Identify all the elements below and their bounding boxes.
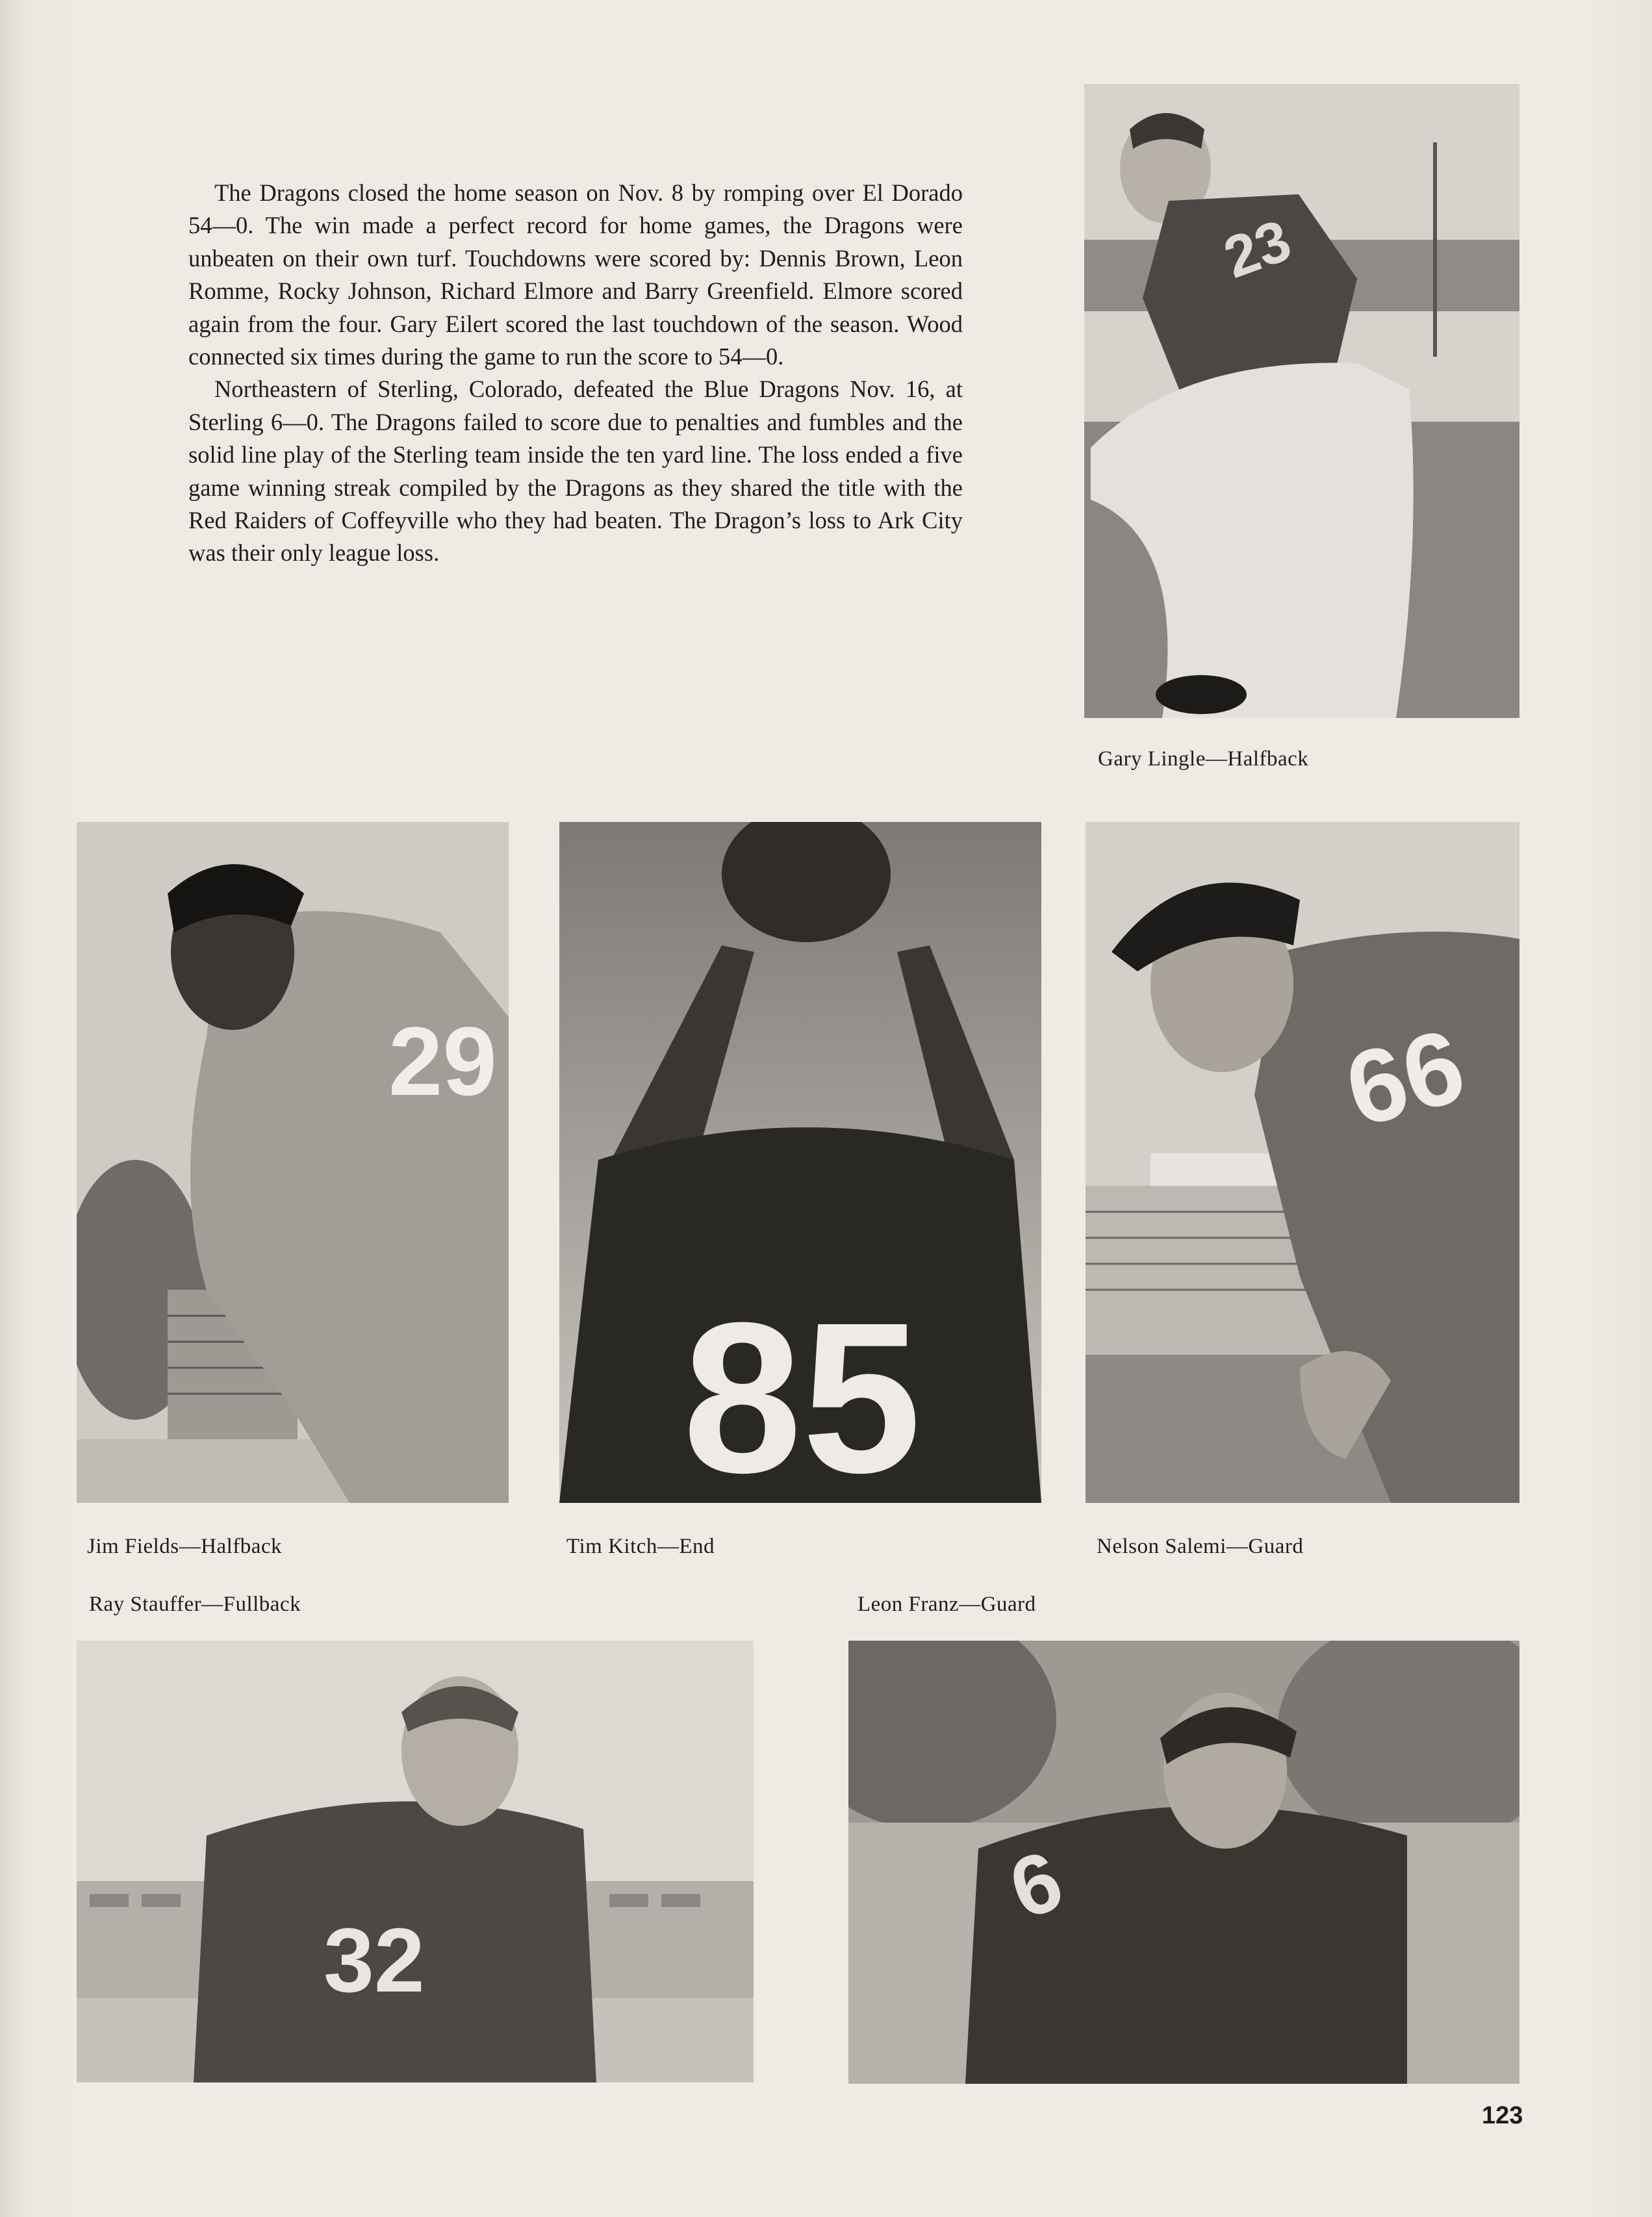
caption-jim-fields: Jim Fields—Halfback	[87, 1535, 283, 1558]
photo-tim-kitch	[559, 822, 1041, 1503]
photo-nelson-salemi	[1086, 822, 1519, 1503]
story-paragraph-2: Northeastern of Sterling, Colorado, defeated the Blue Dragons Nov. 16, at Sterling 6—0. The Dragons failed to score due to penalties and fumbles and the solid line play of the Sterling team inside the ten yard line. The loss ended a five game winning streak compiled by the Dragons as they shared the title with the Red Raiders of Coffeyville who they had beaten. The Dragon’s loss to Ark City was their only league loss.	[188, 376, 963, 567]
story-paragraph-1: The Dragons closed the home season on Nov. 8 by romping over El Dorado 54—0. The win made a perfect record for home games, the Dragons were unbeaten on their own turf. Touchdowns were scored by: Dennis Brown, Leon Romme, Rocky Johnson, Richard Elmore and Barry Greenfield. Elmore scored again from the four. Gary Eilert scored the last touchdown of the season. Wood connected six times during the game to run the score to 54—0.	[188, 179, 963, 370]
photo-ray-stauffer	[77, 1641, 754, 2082]
caption-leon-franz: Leon Franz—Guard	[858, 1593, 1036, 1616]
jersey-number: 23	[1215, 207, 1299, 291]
jersey-number: 32	[324, 1909, 425, 2011]
caption-tim-kitch: Tim Kitch—End	[566, 1535, 715, 1558]
jersey-number: 85	[683, 1277, 922, 1503]
story-text	[188, 177, 963, 570]
caption-nelson-salemi: Nelson Salemi—Guard	[1097, 1535, 1304, 1558]
jersey-number: 29	[388, 1006, 497, 1116]
photo-gary-lingle	[1084, 84, 1519, 718]
jersey-number: 66	[1334, 1006, 1476, 1149]
page-number: 123	[1482, 2102, 1523, 2129]
caption-ray-stauffer: Ray Stauffer—Fullback	[89, 1593, 301, 1616]
photo-jim-fields	[77, 822, 509, 1503]
caption-gary-lingle: Gary Lingle—Halfback	[1098, 747, 1309, 771]
photo-leon-franz	[848, 1641, 1519, 2084]
jersey-number: 6	[997, 1832, 1074, 1938]
